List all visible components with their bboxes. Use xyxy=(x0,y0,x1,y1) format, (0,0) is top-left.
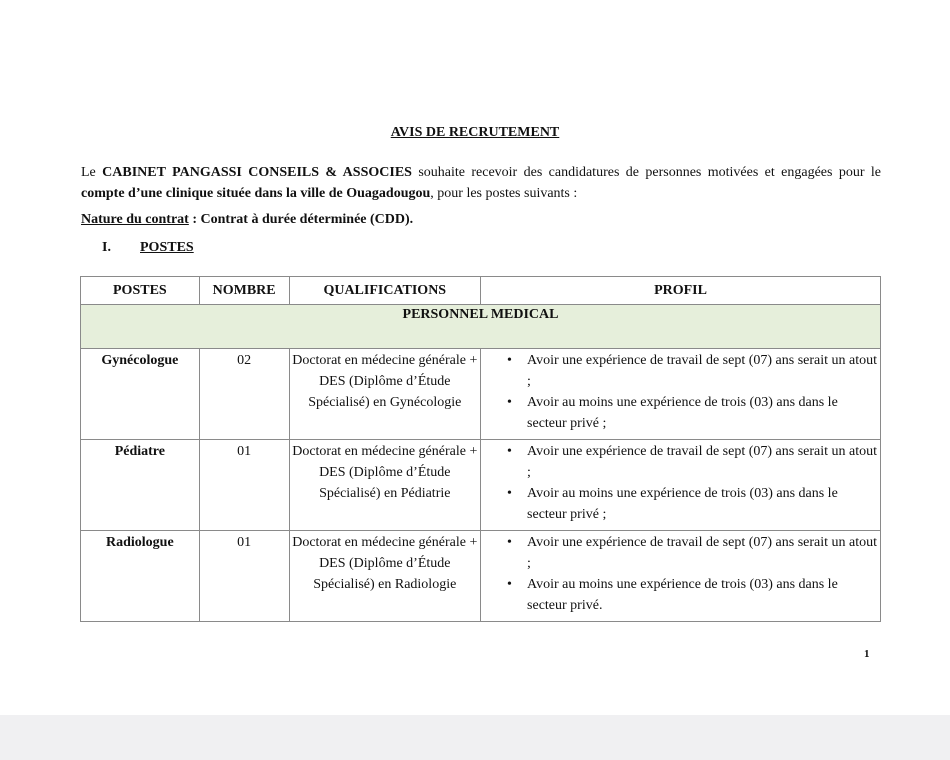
profil-cell xyxy=(481,349,881,440)
poste-cell: Gynécologue xyxy=(81,349,200,440)
profil-list xyxy=(481,531,880,620)
table-row xyxy=(81,349,881,440)
intro-text-2: souhaite recevoir des candidatures de personnes motivées et engagées pour le xyxy=(411,165,881,180)
group-row xyxy=(81,305,881,349)
positions-table xyxy=(80,276,881,622)
profil-item: • Avoir au moins une expérience de trois (03) ans dans le secteur privé ; xyxy=(527,392,880,434)
group-label: PERSONNEL MEDICAL xyxy=(81,305,881,349)
section-number: I. xyxy=(102,240,111,255)
nombre-cell: 01 xyxy=(199,440,289,531)
profil-cell xyxy=(481,531,881,622)
section-heading xyxy=(102,240,194,256)
profil-item: • Avoir une expérience de travail de sept (07) ans serait un atout ; xyxy=(527,441,880,483)
profil-list xyxy=(481,440,880,529)
profil-item: • Avoir au moins une expérience de trois (03) ans dans le secteur privé. xyxy=(527,574,880,616)
header-postes: POSTES xyxy=(81,277,200,305)
contract-label: Nature du contrat xyxy=(81,212,189,227)
profil-list xyxy=(481,349,880,438)
nombre-cell: 01 xyxy=(199,531,289,622)
qualification-cell: Doctorat en médecine générale + DES (Diplôme d’Étude Spécialisé) en Radiologie xyxy=(289,531,481,622)
client-description: compte d’une clinique située dans la ville de Ouagadougou xyxy=(81,186,431,201)
company-name: CABINET PANGASSI CONSEILS & ASSOCIES xyxy=(102,165,412,180)
contract-value: : Contrat à durée déterminée (CDD). xyxy=(188,212,414,227)
table-header-row xyxy=(81,277,881,305)
profil-item: • Avoir une expérience de travail de sept (07) ans serait un atout ; xyxy=(527,532,880,574)
viewer-bottom-strip xyxy=(0,715,950,760)
poste-cell: Pédiatre xyxy=(81,440,200,531)
page-number: 1 xyxy=(864,648,870,660)
poste-cell: Radiologue xyxy=(81,531,200,622)
section-label: POSTES xyxy=(140,240,194,255)
contract-line xyxy=(81,212,413,228)
intro-text-3: , pour les postes suivants : xyxy=(430,186,578,201)
nombre-cell: 02 xyxy=(199,349,289,440)
profil-item: • Avoir une expérience de travail de sept (07) ans serait un atout ; xyxy=(527,350,880,392)
header-qualifications: QUALIFICATIONS xyxy=(289,277,481,305)
qualification-cell: Doctorat en médecine générale + DES (Diplôme d’Étude Spécialisé) en Gynécologie xyxy=(289,349,481,440)
table-row xyxy=(81,531,881,622)
qualification-cell: Doctorat en médecine générale + DES (Diplôme d’Étude Spécialisé) en Pédiatrie xyxy=(289,440,481,531)
header-profil: PROFIL xyxy=(481,277,881,305)
profil-item: • Avoir au moins une expérience de trois (03) ans dans le secteur privé ; xyxy=(527,483,880,525)
document-title: AVIS DE RECRUTEMENT xyxy=(390,125,560,140)
header-nombre: NOMBRE xyxy=(199,277,289,305)
profil-cell xyxy=(481,440,881,531)
intro-text-1: Le xyxy=(81,165,103,180)
table-row xyxy=(81,440,881,531)
intro-paragraph xyxy=(81,162,881,204)
